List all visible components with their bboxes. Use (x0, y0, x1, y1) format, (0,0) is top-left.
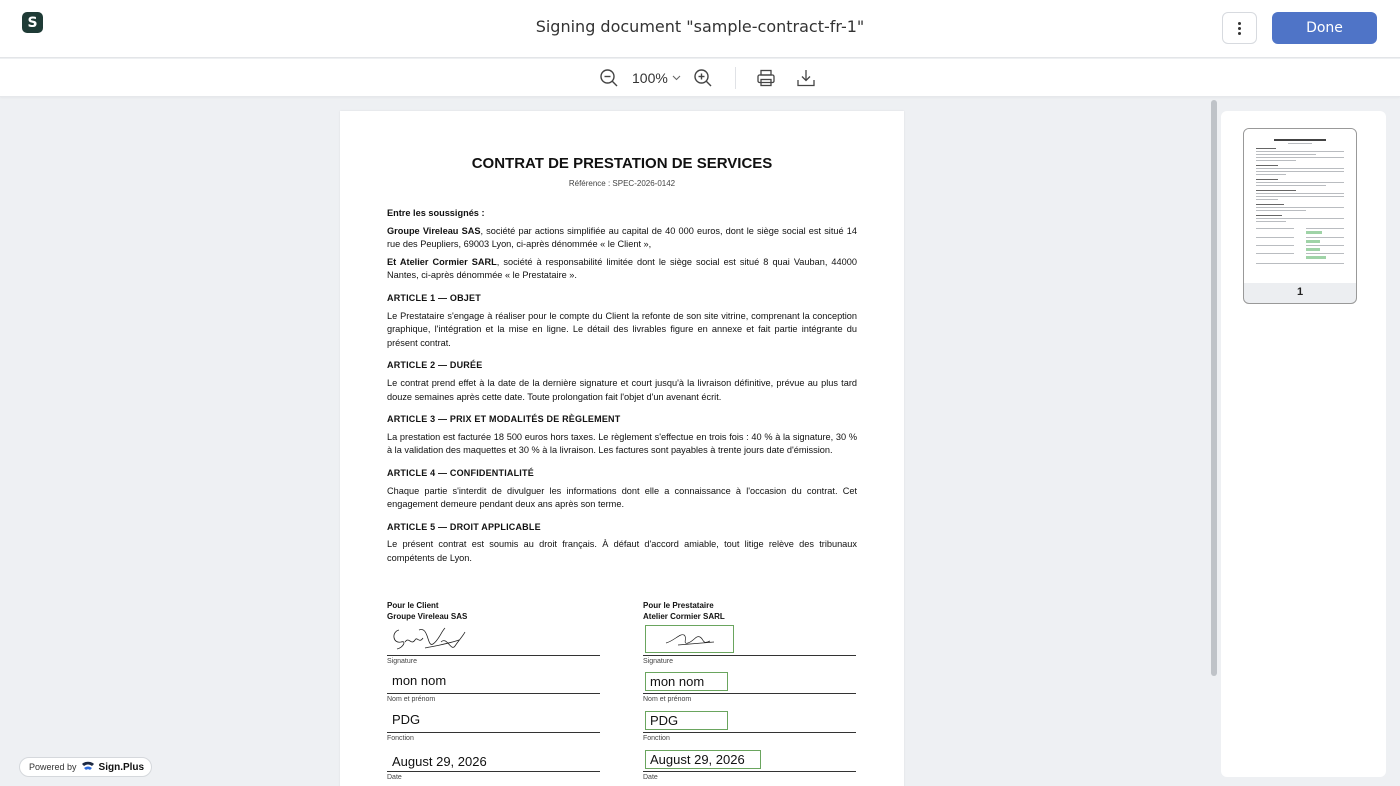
download-button[interactable] (796, 68, 816, 88)
more-vertical-icon (1238, 22, 1241, 25)
article-title: ARTICLE 5 — DROIT APPLICABLE (387, 521, 541, 532)
contract-title: CONTRAT DE PRESTATION DE SERVICES (471, 155, 773, 172)
provider-name-caption: Nom et prénom (643, 696, 692, 703)
client-heading: Pour le Client (387, 601, 439, 610)
party-client-text: , société par actions simplifiée au capital de 40 000 euros, dont le siège social est situé 14 rue des Peupliers, 69003 Lyon, ci-après dénommée « le Client », (387, 225, 857, 250)
client-signature-caption: Signature (387, 658, 417, 665)
client-function-field[interactable] (387, 705, 600, 733)
page-title: Signing document "sample-contract-fr-1" (535, 17, 865, 36)
provider-date-caption: Date (643, 774, 658, 781)
contract-reference: Référence : SPEC-2026-0142 (568, 179, 676, 188)
provider-function-value[interactable]: PDG (645, 711, 728, 730)
client-signature-field[interactable] (387, 622, 600, 656)
zoom-in-button[interactable] (693, 68, 713, 88)
zoom-in-icon (693, 68, 713, 88)
client-date-caption: Date (387, 774, 402, 781)
done-button[interactable]: Done (1272, 12, 1377, 44)
more-options-button[interactable] (1222, 12, 1257, 44)
app-logo[interactable]: S (22, 12, 43, 33)
viewer-toolbar (0, 59, 1400, 97)
article-title: ARTICLE 3 — PRIX ET MODALITÉS DE RÈGLEMENT (387, 414, 621, 425)
party-client-paragraph (387, 225, 857, 252)
party-provider-name: Et Atelier Cormier SARL (387, 256, 497, 267)
signplus-logo-icon (81, 761, 95, 773)
client-signature-drawing (389, 622, 469, 654)
powered-by-badge[interactable] (19, 757, 152, 777)
article-title: ARTICLE 1 — OBJET (387, 292, 481, 303)
provider-signature-drawing (660, 629, 720, 649)
provider-name-field[interactable] (643, 667, 856, 694)
client-name-field[interactable] (387, 667, 600, 694)
zoom-level: 100% (632, 70, 668, 86)
provider-date-field[interactable] (643, 744, 856, 772)
party-provider-paragraph (387, 256, 857, 283)
article-text: Le présent contrat est soumis au droit français. À défaut d'accord amiable, tout litige relève des tribunaux compétents de Lyon. (387, 539, 857, 563)
zoom-select[interactable] (632, 70, 681, 86)
chevron-down-icon (672, 75, 681, 81)
provider-name-value[interactable]: mon nom (645, 672, 728, 691)
article-text: La prestation est facturée 18 500 euros hors taxes. Le règlement s'effectue en trois fois : 40 % à la signature, 30 % à la validation des maquettes et 30 % à la livraison. Les factures sont payables à trente jours date d'émission. (387, 431, 857, 456)
client-company: Groupe Vireleau SAS (387, 612, 468, 621)
zoom-out-button[interactable] (599, 68, 619, 88)
article-title: ARTICLE 4 — CONFIDENTIALITÉ (387, 467, 534, 478)
provider-signature-caption: Signature (643, 658, 673, 665)
client-date-field[interactable] (387, 744, 600, 772)
client-name-value: mon nom (392, 673, 447, 688)
article-title: ARTICLE 2 — DURÉE (387, 360, 483, 371)
page-thumbnail[interactable] (1243, 128, 1357, 304)
thumbnail-preview (1244, 129, 1356, 283)
article-text: Chaque partie s'interdit de divulguer les informations dont elle a connaissance à l'occasion du contrat. Cet engagement demeure pendant deux ans après son terme. (387, 485, 857, 510)
brand-name: Sign.Plus (98, 761, 145, 773)
powered-by-label: Powered by (29, 762, 77, 772)
client-function-value: PDG (392, 712, 421, 727)
provider-function-field[interactable] (643, 705, 856, 733)
provider-heading: Pour le Prestataire (643, 601, 714, 610)
party-provider-text: , société à responsabilité limitée dont le siège social est situé 8 quai Vauban, 44000 Nantes, ci-après dénommée « le Prestataire ». (387, 256, 857, 281)
document-page (340, 111, 904, 786)
party-client-name: Groupe Vireleau SAS (387, 225, 481, 236)
intro-heading: Entre les soussignés : (387, 208, 485, 218)
client-signature-block (387, 600, 600, 783)
top-bar (0, 0, 1400, 58)
thumbnail-page-number: 1 (1296, 286, 1304, 298)
download-icon (796, 68, 816, 88)
client-function-caption: Fonction (387, 735, 414, 742)
print-button[interactable] (756, 68, 776, 88)
zoom-out-icon (599, 68, 619, 88)
provider-signature-field[interactable] (643, 622, 856, 656)
toolbar-divider (735, 67, 736, 89)
article-text: Le contrat prend effet à la date de la dernière signature et court jusqu'à la livraison définitive, prévue au plus tard douze semaines après cette date. Toute prolongation fait l'objet d'un avenant écrit. (387, 377, 857, 402)
contract-body (387, 207, 857, 569)
client-date-value: August 29, 2026 (392, 754, 487, 769)
provider-signature-box[interactable] (645, 625, 734, 653)
thumbnail-panel (1221, 111, 1386, 777)
provider-date-value[interactable]: August 29, 2026 (645, 750, 761, 769)
article-text: Le Prestataire s'engage à réaliser pour le compte du Client la refonte de son site vitrine, comprenant la conception graphique, l'intégration et la mise en ligne. Le détail des livrables figure en annexe et fait partie intégrante du présent contrat. (387, 310, 857, 348)
print-icon (756, 68, 776, 88)
client-name-caption: Nom et prénom (387, 696, 436, 703)
document-scrollbar[interactable] (1211, 100, 1217, 676)
provider-company: Atelier Cormier SARL (643, 612, 725, 621)
provider-signature-block (643, 600, 856, 783)
provider-function-caption: Fonction (643, 735, 670, 742)
